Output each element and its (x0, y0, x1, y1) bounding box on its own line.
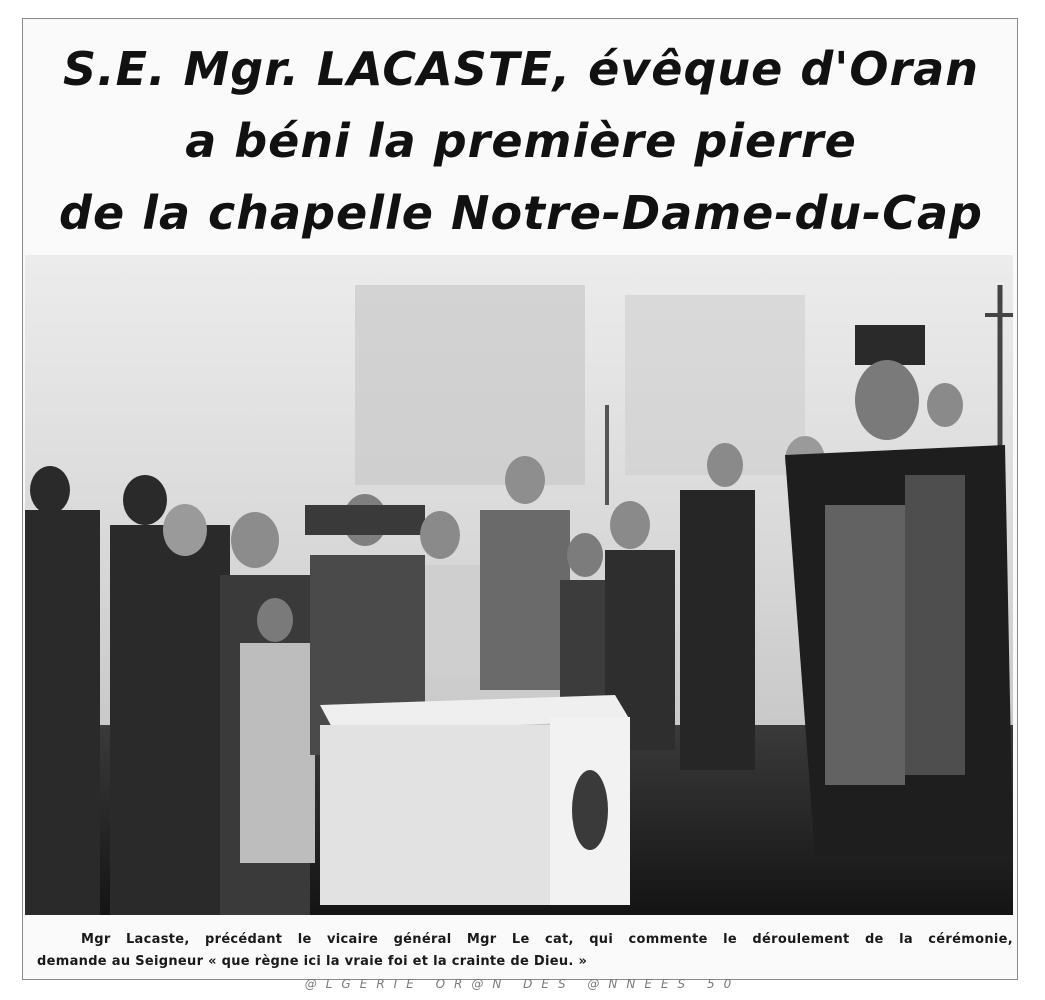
headline-line-1: S.E. Mgr. LACASTE, évêque d'Oran (63, 42, 979, 96)
headline (23, 33, 1019, 249)
ceremony-photo-drawing (25, 255, 1013, 915)
newspaper-clipping (22, 18, 1018, 980)
photo-caption (37, 929, 1013, 973)
caption-line-2: demande au Seigneur « que règne ici la vraie foi et la crainte de Dieu. » (37, 954, 588, 969)
stone-medallion (572, 770, 608, 850)
ceremony-photo (25, 255, 1013, 915)
caption-line-1: Mgr Lacaste, précédant le vicaire général Mgr Le cat, qui commente le déroulement de la cérémonie, (81, 932, 1013, 947)
background-building (355, 285, 585, 485)
watermark: @LGERIE OR@N DES @NNEES 50 (304, 977, 741, 991)
foundation-stone (320, 695, 630, 905)
headline-line-2: a béni la première pierre (185, 114, 857, 168)
headline-line-3: de la chapelle Notre-Dame-du-Cap (59, 186, 983, 240)
